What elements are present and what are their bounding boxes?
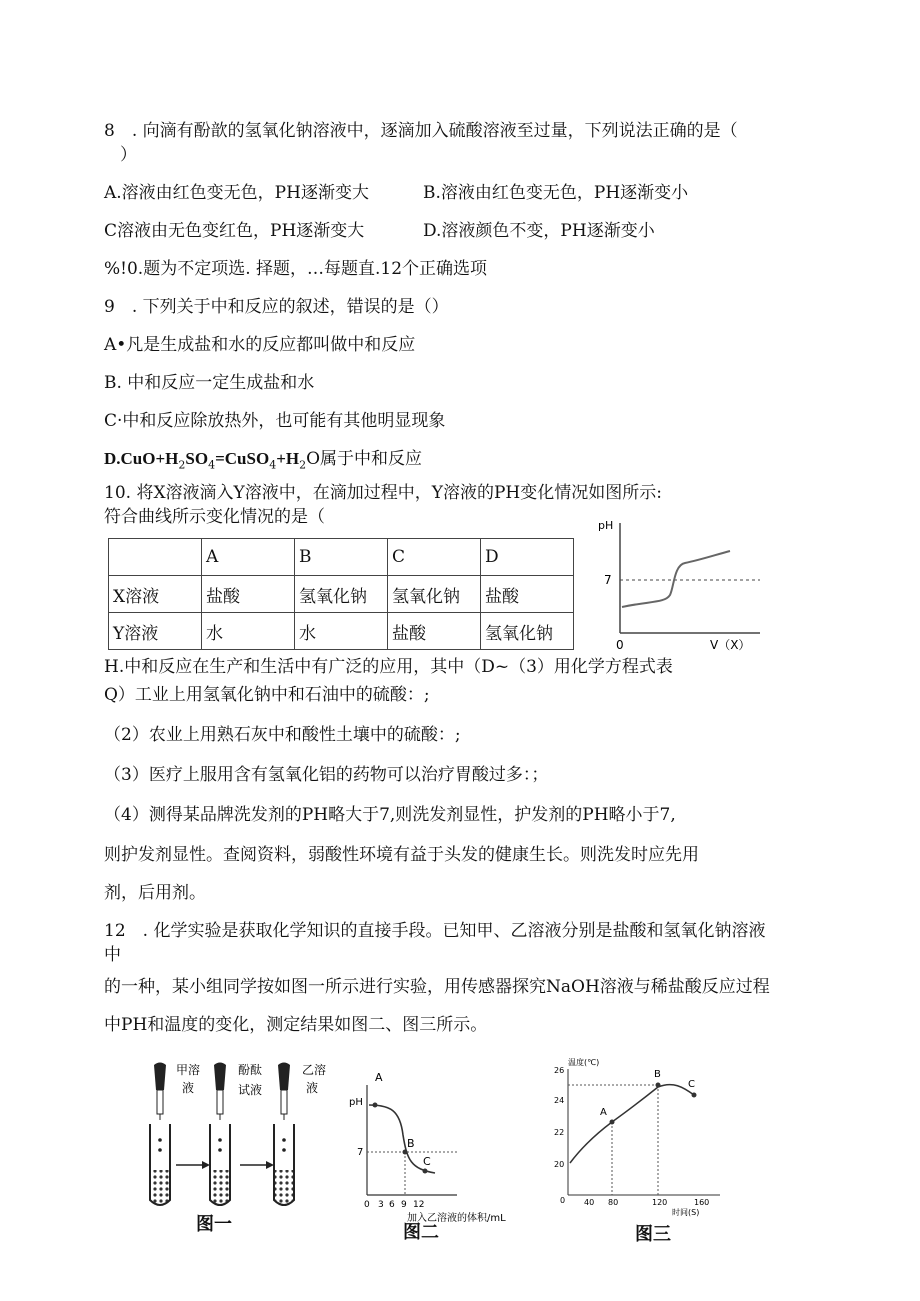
table-row bbox=[109, 613, 574, 650]
table-cell: Y溶液 bbox=[109, 613, 202, 650]
q9-option-a: A•凡是生成盐和水的反应都叫做中和反应 bbox=[104, 335, 416, 355]
x-tick: 6 bbox=[389, 1200, 395, 1210]
x-tick: 40 bbox=[584, 1198, 595, 1207]
table-cell: C bbox=[388, 539, 481, 576]
y-tick: 20 bbox=[554, 1160, 565, 1169]
q9-d-eq-5: O属于中和反应 bbox=[306, 449, 423, 469]
point-a bbox=[610, 1120, 615, 1125]
x-tick: 3 bbox=[378, 1200, 384, 1210]
section-note: %!0.题为不定项选. 择题，…每题直.12个正确选项 bbox=[104, 259, 488, 279]
q8-option-a: A.溶液由红色变无色，PH逐渐变大 bbox=[104, 183, 369, 203]
dropper-icon bbox=[278, 1063, 290, 1121]
point-label-a: A bbox=[375, 1071, 383, 1084]
table-row bbox=[109, 539, 574, 576]
q11-stem: H.中和反应在生产和生活中有广泛的应用，其中（D~（3）用化学方程式表 bbox=[104, 657, 673, 677]
q9-option-b: B. 中和反应一定生成盐和水 bbox=[104, 373, 315, 393]
q9-d-sub-2: 4 bbox=[208, 458, 216, 472]
q8-stem-cont-text: ） bbox=[120, 145, 137, 165]
label-yi-2: 液 bbox=[306, 1081, 319, 1095]
x-axis-label: 时间(S) bbox=[672, 1208, 700, 1217]
q12-stem-1: 12 . 化学实验是获取化学知识的直接手段。已知甲、乙溶液分别是盐酸和氢氧化钠溶液 bbox=[104, 921, 766, 941]
arrow-icon bbox=[240, 1161, 274, 1169]
q9-d-eq-2: SO bbox=[185, 449, 209, 468]
point-b bbox=[403, 1150, 408, 1155]
x-axis-label: 加入乙溶液的体积/mL bbox=[407, 1213, 506, 1224]
y-tick: 22 bbox=[554, 1128, 565, 1137]
arrow-icon bbox=[176, 1161, 210, 1169]
q12-stem-3: 的一种，某小组同学按如图一所示进行实验，用传感器探究NaOH溶液与稀盐酸反应过程 bbox=[104, 977, 770, 997]
point-c bbox=[692, 1093, 697, 1098]
table-cell: 氢氧化钠 bbox=[295, 576, 388, 613]
label-fen-2: 试液 bbox=[238, 1083, 263, 1097]
y-axis-label: 温度(℃) bbox=[568, 1058, 600, 1067]
figure-3-temp-chart bbox=[548, 1055, 728, 1225]
q10-stem-2: 符合曲线所示变化情况的是（ bbox=[104, 507, 325, 527]
table-cell: 盐酸 bbox=[481, 576, 574, 613]
q9-d-eq-4: +H bbox=[276, 449, 300, 468]
figure-1-caption: 图一 bbox=[196, 1214, 232, 1235]
point-label-c: C bbox=[423, 1155, 431, 1168]
q11-part-4: （4）测得某品牌洗发剂的PH略大于7,则洗发剂显性，护发剂的PH略小于7, bbox=[104, 805, 676, 825]
test-tube-icon bbox=[274, 1124, 294, 1205]
q11-part-3: （3）医疗上服用含有氢氧化铝的药物可以治疗胃酸过多：； bbox=[104, 765, 549, 785]
table-cell: A bbox=[202, 539, 295, 576]
ph-curve bbox=[622, 551, 730, 607]
ref-label-7: 7 bbox=[357, 1147, 364, 1158]
table-cell: 水 bbox=[295, 613, 388, 650]
point-c bbox=[423, 1169, 428, 1174]
y-tick: 26 bbox=[554, 1066, 565, 1075]
point-b bbox=[656, 1083, 661, 1088]
table-cell: B bbox=[295, 539, 388, 576]
x-tick: 9 bbox=[401, 1200, 407, 1210]
q8-option-d: D.溶液颜色不变，PH逐渐变小 bbox=[423, 221, 655, 241]
x-tick: 0 bbox=[364, 1200, 370, 1210]
label-yi-1: 乙溶 bbox=[302, 1063, 327, 1077]
y-tick: 24 bbox=[554, 1096, 565, 1105]
point-label-c: C bbox=[688, 1079, 695, 1090]
q10-stem: 10. 将X溶液滴入Y溶液中，在滴加过程中，Y溶液的PH变化情况如图所示: bbox=[104, 483, 662, 503]
q9-option-c: C·中和反应除放热外，也可能有其他明显现象 bbox=[104, 411, 446, 431]
point-label-a: A bbox=[600, 1107, 607, 1118]
q8-stem-text: 8 . 向滴有酚歆的氢氧化钠溶液中，逐滴加入硫酸溶液至过量，下列说法正确的是（ bbox=[104, 121, 738, 141]
x-axis-label: V（X） bbox=[710, 638, 751, 652]
table-cell: 盐酸 bbox=[388, 613, 481, 650]
point-label-b: B bbox=[654, 1069, 661, 1080]
q10-ph-graph bbox=[590, 515, 770, 655]
q8-option-b: B.溶液由红色变无色，PH逐渐变小 bbox=[423, 183, 689, 203]
table-cell: X溶液 bbox=[109, 576, 202, 613]
figure-3-caption: 图三 bbox=[635, 1224, 671, 1245]
origin-label: 0 bbox=[560, 1196, 566, 1205]
q8-stem bbox=[104, 120, 738, 142]
x-tick: 120 bbox=[652, 1198, 668, 1207]
q9-d-sub-4: 2 bbox=[299, 458, 307, 472]
q9-option-d bbox=[104, 448, 422, 476]
temp-curve bbox=[570, 1085, 694, 1163]
x-tick: 80 bbox=[608, 1198, 619, 1207]
q12-stem-2: 中 bbox=[104, 945, 121, 965]
figure-2-ph-chart bbox=[345, 1065, 545, 1225]
y-axis-label: pH bbox=[598, 519, 614, 532]
x-tick: 160 bbox=[694, 1198, 710, 1207]
figure-2-caption: 图二 bbox=[403, 1222, 439, 1243]
q10-table bbox=[108, 538, 574, 650]
ref-label-7: 7 bbox=[604, 573, 612, 587]
table-cell bbox=[109, 539, 202, 576]
label-jia-2: 液 bbox=[182, 1081, 195, 1095]
test-tube-icon bbox=[210, 1124, 230, 1205]
table-cell: 氢氧化钠 bbox=[481, 613, 574, 650]
q9-d-sub-1: 2 bbox=[178, 458, 186, 472]
q11-part-6: 剂，后用剂。 bbox=[104, 883, 206, 903]
table-cell: 盐酸 bbox=[202, 576, 295, 613]
table-row bbox=[109, 576, 574, 613]
q11-part-5: 则护发剂显性。查阅资料，弱酸性环境有益于头发的健康生长。则洗发时应先用 bbox=[104, 845, 699, 865]
table-cell: 氢氧化钠 bbox=[388, 576, 481, 613]
origin-label: 0 bbox=[616, 638, 624, 652]
q12-stem-4: 中PH和温度的变化，测定结果如图二、图三所示。 bbox=[104, 1015, 488, 1035]
x-tick: 12 bbox=[413, 1200, 425, 1210]
q9-stem: 9 . 下列关于中和反应的叙述，错误的是（） bbox=[104, 297, 449, 317]
point-label-b: B bbox=[407, 1137, 415, 1150]
q8-stem-cont bbox=[120, 144, 137, 166]
q11-part-1: Q）工业上用氢氧化钠中和石油中的硫酸：; bbox=[104, 685, 430, 705]
dropper-icon bbox=[214, 1063, 226, 1121]
q9-d-eq-1: D.CuO+H bbox=[104, 449, 179, 468]
table-cell: D bbox=[481, 539, 574, 576]
label-fen-1: 酚酞 bbox=[238, 1063, 263, 1077]
q8-option-c: C溶液由无色变红色，PH逐渐变大 bbox=[104, 221, 365, 241]
dropper-icon bbox=[154, 1063, 166, 1121]
label-jia-1: 甲溶 bbox=[176, 1063, 201, 1077]
y-axis-label: pH bbox=[349, 1097, 363, 1108]
table-cell: 水 bbox=[202, 613, 295, 650]
q11-part-2: （2）农业上用熟石灰中和酸性土壤中的硫酸：; bbox=[104, 725, 461, 745]
q9-d-sub-3: 4 bbox=[269, 458, 277, 472]
q9-d-eq-3: =CuSO bbox=[215, 449, 270, 468]
figure-1-test-tubes bbox=[140, 1060, 350, 1230]
test-tube-icon bbox=[150, 1124, 170, 1205]
